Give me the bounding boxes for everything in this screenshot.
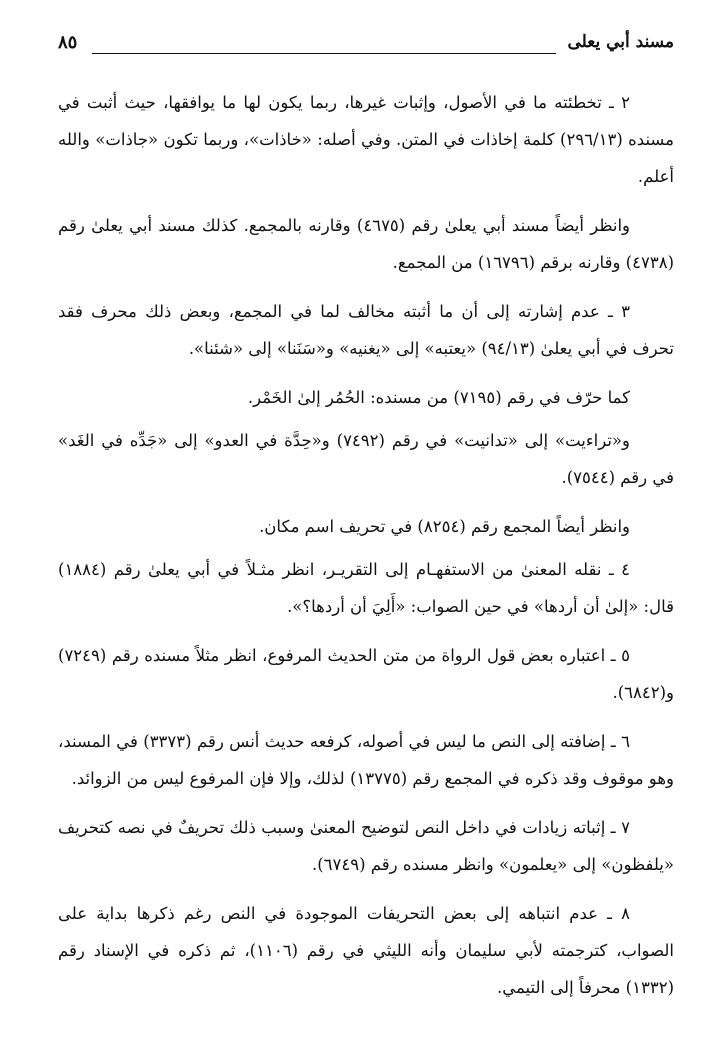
header-rule <box>92 53 556 54</box>
paragraph-alteration-7492: و«تراءيت» إلى «تدانيت» في رقم (٧٤٩٢) و«حِدَّة في العدو» إلى «جَدِّه في الغَد» في رقم (٧٥٤٤). <box>58 431 674 487</box>
paragraph-item-2: ٢ ـ تخطئته ما في الأصول، وإثبات غيرها، ربما يكون لها ما يوافقها، حيث أثبت في مسنده (٢٩٦/١٣) كلمة إخاذات في المتن. وفي أصله: «خاذات»، وربما تكون «جاذات» والله أعلم. <box>58 93 674 186</box>
page-number: ٨٥ <box>58 32 78 53</box>
paragraph-item-4: ٤ ـ نقله المعنىٰ من الاستفهـام إلى التقريـر، انظر مثـلاً في أبي يعلىٰ رقم (١٨٨٤) قال: «إلىٰ أن أردها» في حين الصواب: «أَلِيَ أن أردها؟». <box>58 560 674 616</box>
paragraph-item-3: ٣ ـ عدم إشارته إلى أن ما أثبته مخالف لما في المجمع، وبعض ذلك محرف فقد تحرف في أبي يعلىٰ (٩٤/١٣) «يعتبه» إلى «يغنيه» و«سَنَنا» إلى «شئنا». <box>58 302 674 358</box>
page-body <box>58 84 674 1018</box>
paragraph-item-7: ٧ ـ إثباته زيادات في داخل النص لتوضيح المعنىٰ وسبب ذلك تحريفٌ في نصه كتحريف «يلفظون» إلى «يعلمون» وانظر مسنده رقم (٦٧٤٩). <box>58 818 674 874</box>
paragraph-see-also-8254: وانظر أيضاً المجمع رقم (٨٢٥٤) في تحريف اسم مكان. <box>259 517 630 536</box>
paragraph-alteration-7195: كما حرّف في رقم (٧١٩٥) من مسنده: الحُمُر إلىٰ الخَمْر. <box>247 388 630 407</box>
paragraph-item-8: ٨ ـ عدم انتباهه إلى بعض التحريفات الموجودة في النص رغم ذكرها بداية على الصواب، كترجمته لأبي سليمان وأنه الليثي في رقم (١١٠٦)، ثم ذكره في الإسناد رقم (١٣٣٢) محرفاً إلى التيمي. <box>58 904 674 997</box>
paragraph-see-also-4675: وانظر أيضاً مسند أبي يعلىٰ رقم (٤٦٧٥) وقارنه بالمجمع. كذلك مسند أبي يعلىٰ رقم (٤٧٣٨) وقارنه برقم (١٦٧٩٦) من المجمع. <box>58 216 674 272</box>
running-title: مسند أبي يعلى <box>567 32 674 52</box>
paragraph-item-5: ٥ ـ اعتباره بعض قول الرواة من متن الحديث المرفوع، انظر مثلاً مسنده رقم (٧٢٤٩) و(٦٨٤٢). <box>58 646 674 702</box>
paragraph-item-6: ٦ ـ إضافته إلى النص ما ليس في أصوله، كرفعه حديث أنس رقم (٣٣٧٣) في المسند، وهو موقوف وقد ذكره في المجمع رقم (١٣٧٧٥) لذلك، وإلا فإن المرفوع ليس من الزوائد. <box>58 732 674 788</box>
page-header <box>58 26 674 70</box>
